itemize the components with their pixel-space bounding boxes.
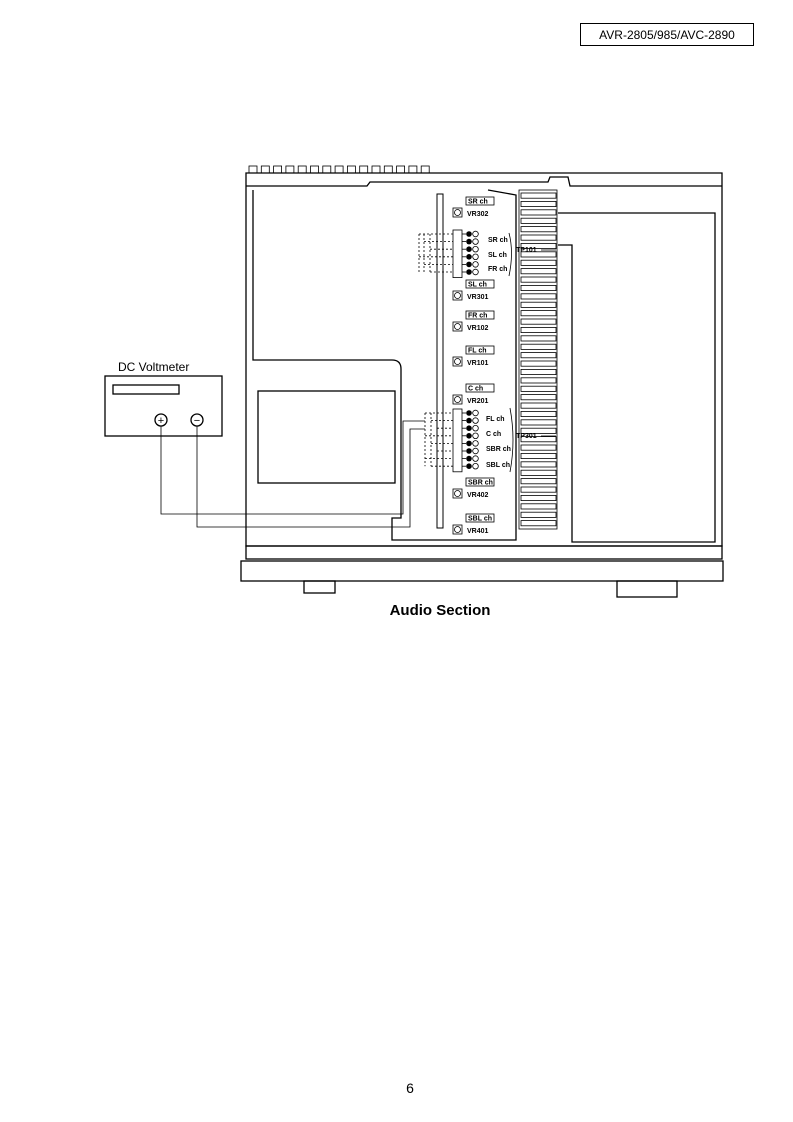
test-pin-icon[interactable] <box>466 441 472 447</box>
polarity-mark-icon <box>473 239 479 245</box>
polarity-mark-icon <box>473 463 479 469</box>
heatsink-fin <box>521 361 556 366</box>
connector-tooth <box>286 166 294 173</box>
test-pin-icon[interactable] <box>466 463 472 469</box>
tp101-channel-label: SL ch <box>488 252 507 259</box>
heatsink-fin <box>521 403 556 408</box>
test-pin-icon[interactable] <box>466 410 472 416</box>
connector-tooth <box>298 166 306 173</box>
connector-tooth <box>274 166 282 173</box>
tp301-channel-label: FL ch <box>486 416 505 423</box>
polarity-mark-icon <box>473 269 479 275</box>
right-panel <box>558 213 715 542</box>
vr-label: VR101 <box>467 360 489 367</box>
vr-label: VR401 <box>467 528 489 535</box>
polarity-mark-icon <box>473 448 479 454</box>
connector-tooth <box>397 166 405 173</box>
heatsink-fin <box>521 462 556 467</box>
minus-terminal-symbol: − <box>193 415 201 427</box>
heatsink-fin <box>521 235 556 240</box>
heatsink-fin <box>521 395 556 400</box>
trimmer-knob-icon <box>455 527 461 533</box>
heatsink-fin <box>521 512 556 517</box>
heatsink-fin <box>521 201 556 206</box>
test-pin-icon[interactable] <box>466 448 472 454</box>
heatsink-fin <box>521 227 556 232</box>
connector-tooth <box>261 166 269 173</box>
connector-tooth <box>347 166 355 173</box>
connector-tooth <box>360 166 368 173</box>
tp301-channel-label: SBR ch <box>486 446 511 453</box>
heatsink-fin <box>521 378 556 383</box>
test-pin-icon[interactable] <box>466 418 472 424</box>
test-pin-icon[interactable] <box>466 456 472 462</box>
polarity-mark-icon <box>473 262 479 268</box>
tp101-terminal-block <box>453 230 478 278</box>
vr-control <box>453 311 494 332</box>
heatsink-fin <box>521 445 556 450</box>
heatsink-fin <box>521 487 556 492</box>
pcb-strip <box>437 194 443 528</box>
heatsink-fin <box>521 386 556 391</box>
channel-label: SBL ch <box>468 515 492 523</box>
trimmer-knob-icon <box>455 397 461 403</box>
vr-control <box>453 346 494 367</box>
foot-left <box>304 581 335 593</box>
heatsink-fin <box>521 420 556 425</box>
channel-label: SR ch <box>468 198 488 206</box>
heatsink-fin <box>521 479 556 484</box>
trimmer-knob-icon <box>455 359 461 365</box>
heatsink-fin <box>521 193 556 198</box>
vr-control <box>453 384 494 405</box>
channel-label: FR ch <box>468 312 488 320</box>
base-plate <box>241 561 723 581</box>
probe-wires-dashed <box>419 234 453 466</box>
trimmer-knob-icon <box>455 210 461 216</box>
polarity-mark-icon <box>473 231 479 237</box>
tp101-channel-label: SR ch <box>488 237 508 244</box>
connector-tooth <box>311 166 319 173</box>
tp101-brace <box>509 233 512 276</box>
heatsink-fin <box>521 344 556 349</box>
tp301-brace <box>510 408 513 472</box>
test-pin-icon[interactable] <box>466 433 472 439</box>
tp101-label: TP101 <box>516 247 537 254</box>
heatsink-fin <box>521 302 556 307</box>
inner-display-window <box>258 391 395 483</box>
heatsink-fin <box>521 269 556 274</box>
heatsink-fin <box>521 218 556 223</box>
heatsink-fin <box>521 277 556 282</box>
top-connector-teeth <box>249 166 429 173</box>
polarity-mark-icon <box>473 246 479 252</box>
polarity-mark-icon <box>473 456 479 462</box>
heatsink-fin <box>521 311 556 316</box>
test-pin-icon[interactable] <box>466 262 472 268</box>
heatsink-fin <box>521 504 556 509</box>
channel-label: SBR ch <box>468 479 493 487</box>
connector-tooth <box>335 166 343 173</box>
heatsink-fin <box>521 369 556 374</box>
vr-label: VR301 <box>467 294 489 301</box>
heatsink-fin <box>521 327 556 332</box>
channel-label: FL ch <box>468 347 487 355</box>
trimmer-knob-icon <box>455 324 461 330</box>
heatsink-fin <box>521 336 556 341</box>
heatsink-fin <box>521 294 556 299</box>
model-number: AVR-2805/985/AVC-2890 <box>599 27 735 42</box>
tp301-label: TP301 <box>516 433 537 440</box>
vr-label: VR102 <box>467 325 489 332</box>
test-pin-icon[interactable] <box>466 231 472 237</box>
heatsink-fin <box>521 210 556 215</box>
heatsink-fin <box>521 470 556 475</box>
vr-control <box>453 478 494 499</box>
test-pin-icon[interactable] <box>466 269 472 275</box>
heatsink-fin <box>521 319 556 324</box>
trimmer-knob-icon <box>455 491 461 497</box>
figure-caption: Audio Section <box>389 602 491 619</box>
voltmeter-label: DC Voltmeter <box>118 360 190 374</box>
heatsink-fins <box>521 193 556 526</box>
connector-tooth <box>421 166 429 173</box>
connector-tooth <box>409 166 417 173</box>
heatsink-fin <box>521 353 556 358</box>
polarity-mark-icon <box>473 254 479 260</box>
heatsink-fin <box>521 495 556 500</box>
connector-tooth <box>372 166 380 173</box>
vr-label: VR201 <box>467 398 489 405</box>
polarity-mark-icon <box>473 425 479 431</box>
polarity-mark-icon <box>473 418 479 424</box>
terminal-housing <box>453 409 462 472</box>
tp101-channel-label: FR ch <box>488 266 508 273</box>
heatsink-fin <box>521 260 556 265</box>
trimmer-knob-icon <box>455 293 461 299</box>
heatsink-fin <box>521 453 556 458</box>
chassis-top-rail <box>246 177 722 186</box>
heatsink-fin <box>521 411 556 416</box>
test-pin-icon[interactable] <box>466 239 472 245</box>
base-plate-top <box>246 546 722 559</box>
vr-label: VR302 <box>467 211 489 218</box>
plus-lead-wire <box>161 421 425 514</box>
polarity-mark-icon <box>473 441 479 447</box>
vr-control <box>453 514 494 535</box>
channel-label: SL ch <box>468 281 487 289</box>
voltmeter-display <box>113 385 179 394</box>
tp301-channel-label: C ch <box>486 431 502 438</box>
vr-control <box>453 280 494 301</box>
test-pin-icon[interactable] <box>466 246 472 252</box>
heatsink-frame <box>519 190 557 529</box>
tp301-terminal-block <box>453 409 478 472</box>
plus-terminal-symbol: + <box>157 415 165 427</box>
test-pin-icon[interactable] <box>466 425 472 431</box>
test-pin-icon[interactable] <box>466 254 472 260</box>
heatsink-fin <box>521 285 556 290</box>
page-number: 6 <box>406 1080 414 1096</box>
channel-label: C ch <box>468 385 484 393</box>
connector-tooth <box>249 166 257 173</box>
connector-tooth <box>323 166 331 173</box>
vr-label: VR402 <box>467 492 489 499</box>
foot-right <box>617 581 677 597</box>
connector-tooth <box>384 166 392 173</box>
minus-lead-wire <box>197 426 425 527</box>
terminal-housing <box>453 230 462 278</box>
polarity-mark-icon <box>473 433 479 439</box>
tp301-channel-label: SBL ch <box>486 462 510 469</box>
heatsink-fin <box>521 521 556 526</box>
vr-control <box>453 197 494 218</box>
polarity-mark-icon <box>473 410 479 416</box>
